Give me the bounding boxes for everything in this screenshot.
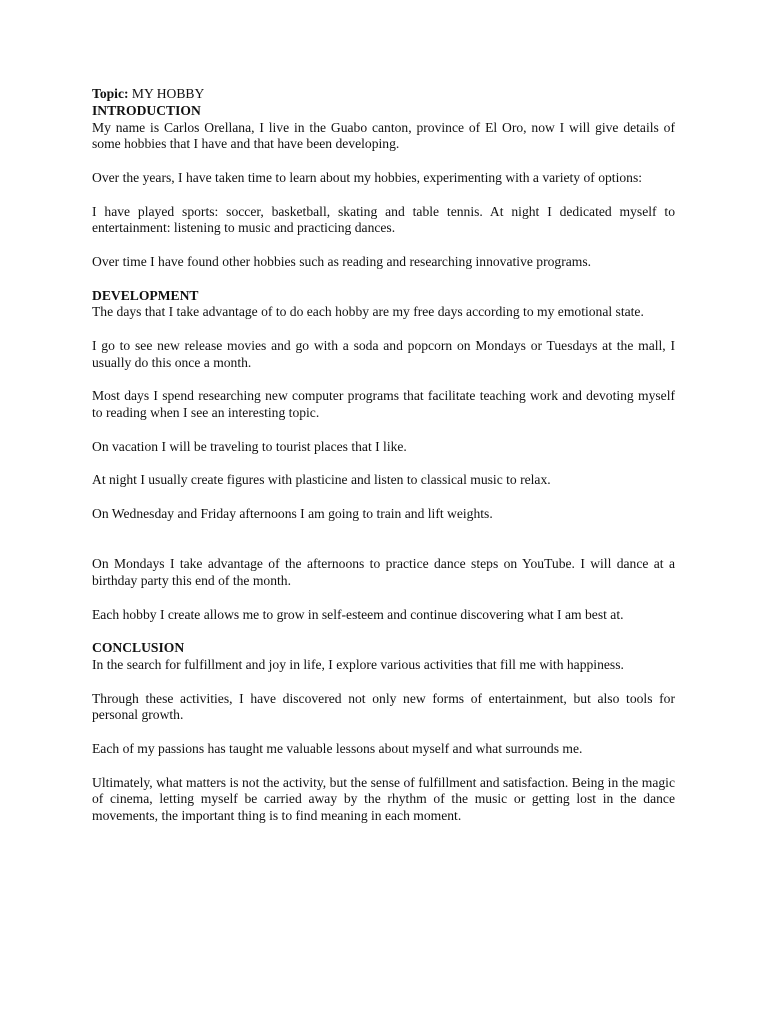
topic-value: MY HOBBY — [128, 86, 205, 101]
paragraph: Over time I have found other hobbies such as reading and researching innovative programs. — [92, 253, 592, 269]
paragraph: Over the years, I have taken time to learn about my hobbies, experimenting with a variety of options: — [92, 169, 643, 185]
conclusion-section — [92, 640, 675, 825]
paragraph: I have played sports: soccer, basketball, skating and table tennis. At night I dedicated myself to entertainment: listening to music and practicing dances. — [92, 203, 675, 236]
development-heading: DEVELOPMENT — [92, 287, 199, 303]
development-section — [92, 288, 675, 624]
topic-label: Topic: — [92, 86, 129, 101]
topic-line — [92, 86, 675, 103]
paragraph: In the search for fulfillment and joy in life, I explore various activities that fill me with happiness. — [92, 657, 624, 673]
introduction-heading: INTRODUCTION — [92, 102, 201, 118]
paragraph: Each hobby I create allows me to grow in self-esteem and continue discovering what I am best at. — [92, 606, 624, 622]
paragraph: The days that I take advantage of to do each hobby are my free days according to my emotional state. — [92, 304, 644, 320]
paragraph: Each of my passions has taught me valuable lessons about myself and what surrounds me. — [92, 741, 583, 757]
introduction-section — [92, 103, 675, 271]
document-page — [92, 86, 675, 842]
paragraph: My name is Carlos Orellana, I live in the Guabo canton, province of El Oro, now I will give details of some hobbies that I have and that have been developing. — [92, 119, 675, 152]
conclusion-heading: CONCLUSION — [92, 640, 185, 656]
paragraph: At night I usually create figures with plasticine and listen to classical music to relax. — [92, 472, 551, 488]
paragraph: Ultimately, what matters is not the activity, but the sense of fulfillment and satisfaction. Being in the magic of cinema, letting myself be carried away by the rhythm of the music or getting lost in the dance movements, the important thing is to find meaning in each moment. — [92, 774, 675, 824]
blank-line — [92, 540, 675, 557]
paragraph: Most days I spend researching new computer programs that facilitate teaching work and devoting myself to reading when I see an interesting topic. — [92, 388, 675, 421]
paragraph: On Wednesday and Friday afternoons I am going to train and lift weights. — [92, 505, 493, 521]
paragraph: Through these activities, I have discovered not only new forms of entertainment, but also tools for personal growth. — [92, 690, 675, 723]
paragraph: On vacation I will be traveling to tourist places that I like. — [92, 438, 407, 454]
paragraph: On Mondays I take advantage of the afternoons to practice dance steps on YouTube. I will dance at a birthday party this end of the month. — [92, 556, 675, 589]
paragraph: I go to see new release movies and go with a soda and popcorn on Mondays or Tuesdays at the mall, I usually do this once a month. — [92, 337, 675, 370]
